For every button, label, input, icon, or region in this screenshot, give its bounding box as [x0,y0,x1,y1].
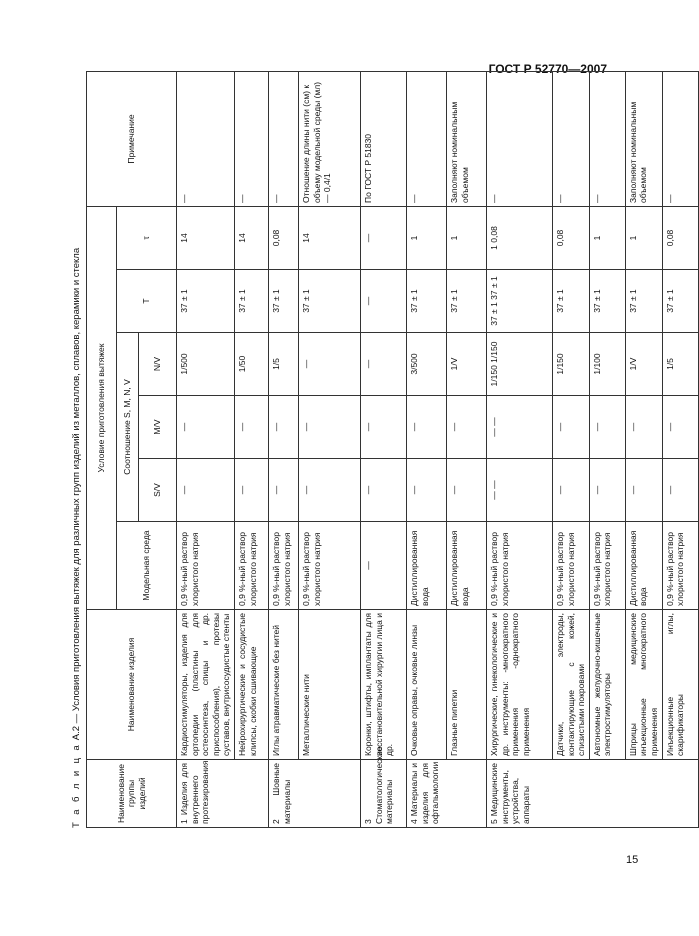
note-cell: Заполняют номинальным объемом [625,71,662,206]
sv-cell: — [268,459,298,522]
T-cell: 37 ± 1 [406,270,446,333]
T-cell: 37 ± 1 [177,270,235,333]
sv-cell: — [234,459,268,522]
tau-cell: 14 [298,206,360,269]
name-cell: Иглы атравматические без нитей [268,610,298,760]
sv-cell: — [298,459,360,522]
tau-cell: 0,08 [552,206,589,269]
col-header-group: Наименование группы изделий [87,760,177,828]
T-cell: 37 ± 1 [234,270,268,333]
nv-cell: 1/50 [234,333,268,396]
col-header-sv: S/V [139,459,177,522]
col-header-tau: τ [117,206,177,269]
sv-cell: — [552,459,589,522]
table-row [234,71,268,827]
sv-cell: — [406,459,446,522]
medium-cell: 0,9 %-ный раствор хлористого натрия [234,522,268,610]
T-cell: 37 ± 1 [662,270,698,333]
tau-cell: 14 [177,206,235,269]
table-row [360,71,406,827]
medium-cell: 0,9 %-ный раствор хлористого натрия [486,522,552,610]
name-cell: Очковые оправы, очковые линзы [406,610,446,760]
medium-cell: — [360,522,406,610]
nv-cell: 1/150 1/150 [486,333,552,396]
medium-cell: 0,9 %-ный раствор хлористого натрия [298,522,360,610]
nv-cell: — [360,333,406,396]
caption-title: — Условия приготовления вытяжек для различных групп изделий из металлов, сплавов, керамики и стекла [71,247,82,726]
table-row [406,71,446,827]
table-row [486,71,552,827]
nv-cell: 1/V [625,333,662,396]
rotated-table-block [70,72,686,828]
name-cell: Автономные желудочно-кишечные электростимуляторы [589,610,625,760]
mv-cell: — [360,396,406,459]
sv-cell: — [177,459,235,522]
tau-cell: 1 0,08 [486,206,552,269]
mv-cell: — [298,396,360,459]
table-row [625,71,662,827]
nv-cell: 1/150 [552,333,589,396]
name-cell: Датчики, электроды, контактирующие с кожей, слизистыми покровами [552,610,589,760]
note-cell: — [486,71,552,206]
tau-cell: 14 [234,206,268,269]
table-row [589,71,625,827]
medium-cell: Дистиллированная вода [446,522,486,610]
nv-cell: 3/500 [406,333,446,396]
mv-cell: — [234,396,268,459]
T-cell: 37 ± 1 [552,270,589,333]
col-header-ratio: Соотношение S, M, N, V [117,333,139,522]
group-cell: 3 Стоматологические материалы [360,760,406,828]
sv-cell: — [662,459,698,522]
nv-cell: — [298,333,360,396]
mv-cell: — [446,396,486,459]
mv-cell: — [589,396,625,459]
table-row [662,71,698,827]
medium-cell: 0,9 %-ный раствор хлористого натрия [177,522,235,610]
group-cell: 2 Шовные материалы [268,760,360,828]
sv-cell: — [360,459,406,522]
tau-cell: 1 [625,206,662,269]
sv-cell: — — [486,459,552,522]
col-header-conditions: Условие приготовления вытяжек [87,206,117,609]
nv-cell: 1/5 [268,333,298,396]
col-header-note: Примечание [87,71,177,206]
col-header-name: Наименование изделия [87,610,177,760]
table-row [446,71,486,827]
tau-cell: 0,08 [268,206,298,269]
caption-number: А.2 [71,725,82,741]
T-cell: 37 ± 1 [268,270,298,333]
medium-cell: 0,9 %-ный раствор хлористого натрия [662,522,698,610]
T-cell: 37 ± 1 [446,270,486,333]
nv-cell: 1/V [446,333,486,396]
caption-label: Т а б л и ц а [71,742,82,828]
name-cell: Металлические нити [298,610,360,760]
nv-cell: 1/100 [589,333,625,396]
note-cell: — [234,71,268,206]
medium-cell: 0,9 %-ный раствор хлористого натрия [552,522,589,610]
nv-cell: 1/5 [662,333,698,396]
note-cell: — [406,71,446,206]
note-cell: Отношение длины нити (см) к объему модельной среды (мл) — 0,4/1 [298,71,360,206]
document-header: ГОСТ Р 52770—2007 [488,62,607,76]
conditions-table [86,71,699,828]
medium-cell: Дистиллированная вода [625,522,662,610]
sv-cell: — [625,459,662,522]
note-cell: По ГОСТ Р 51830 [360,71,406,206]
medium-cell: Дистиллированная вода [406,522,446,610]
name-cell: Кардиостимуляторы, изделия для ортопедии (пластины для остеосинтеза, спицы и др. приспособления), протезы суставов, внутрисосудистые стенты [177,610,235,760]
note-cell: Заполняют номинальным объемом [446,71,486,206]
note-cell: — [589,71,625,206]
page-number: 15 [626,854,639,866]
medium-cell: 0,9 %-ный раствор хлористого натрия [268,522,298,610]
group-cell: 4 Материалы и изделия для офтальмологии [406,760,486,828]
mv-cell: — — [486,396,552,459]
name-cell: Нейрохирургические и сосудистые клипсы, скобки сшивающие [234,610,268,760]
tau-cell: — [360,206,406,269]
mv-cell: — [625,396,662,459]
T-cell: 37 ± 1 [625,270,662,333]
name-cell: Глазные пипетки [446,610,486,760]
table-row [298,71,360,827]
tau-cell: 1 [589,206,625,269]
mv-cell: — [268,396,298,459]
note-cell: — [662,71,698,206]
table-row [552,71,589,827]
sv-cell: — [589,459,625,522]
note-cell: — [268,71,298,206]
col-header-medium: Модельная среда [117,522,177,610]
T-cell: 37 ± 1 [298,270,360,333]
table-row [177,71,235,827]
mv-cell: — [552,396,589,459]
T-cell: — [360,270,406,333]
col-header-mv: M/V [139,396,177,459]
group-cell: 5 Медицинские инструменты, устройства, аппараты [486,760,698,828]
medium-cell: 0,9 %-ный раствор хлористого натрия [589,522,625,610]
T-cell: 37 ± 1 37 ± 1 [486,270,552,333]
sv-cell: — [446,459,486,522]
note-cell: — [177,71,235,206]
T-cell: 37 ± 1 [589,270,625,333]
name-cell: Хирургические, гинекологические и др. инструменты: -многократного применения -однократного применения [486,610,552,760]
tau-cell: 1 [446,206,486,269]
nv-cell: 1/500 [177,333,235,396]
name-cell: Инъекционные иглы, скарификаторы [662,610,698,760]
tau-cell: 0,08 [662,206,698,269]
mv-cell: — [662,396,698,459]
mv-cell: — [406,396,446,459]
table-caption [70,248,84,828]
col-header-T: T [117,270,177,333]
table-row [268,71,298,827]
name-cell: Шприцы медицинские инъекционные многократного применения [625,610,662,760]
mv-cell: — [177,396,235,459]
name-cell: Коронки, штифты, имплантаты для восстановительной хирургии лица и др. [360,610,406,760]
tau-cell: 1 [406,206,446,269]
group-cell: 1 Изделия для внутреннего протезирования [177,760,269,828]
col-header-nv: N/V [139,333,177,396]
note-cell: — [552,71,589,206]
